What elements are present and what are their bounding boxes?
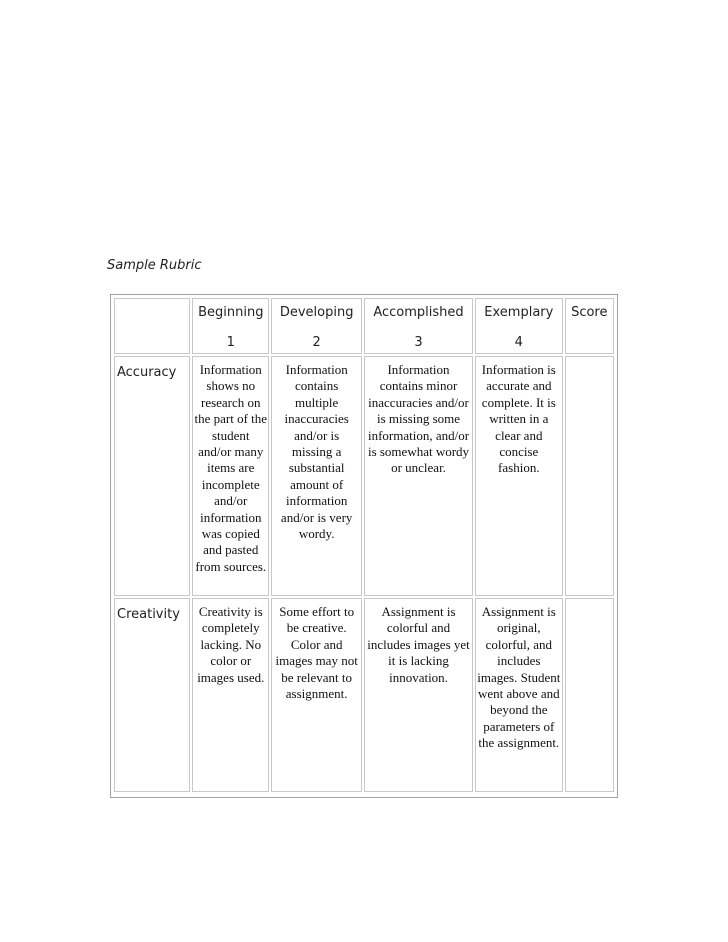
rubric-cell: Some effort to be creative. Color and images may not be relevant to assignment. — [271, 598, 362, 792]
level-header-developing: Developing 2 — [271, 298, 362, 354]
criterion-header-cell — [114, 298, 190, 354]
rubric-cell: Creativity is completely lacking. No color or images used. — [192, 598, 269, 792]
rubric-row-accuracy — [114, 356, 614, 596]
level-header-accomplished: Accomplished 3 — [364, 298, 473, 354]
rubric-cell: Information contains minor inaccuracies and/or is missing some information, and/or is somewhat wordy or unclear. — [364, 356, 473, 596]
rubric-cell: Information contains multiple inaccuracies and/or is missing a substantial amount of information and/or is very wordy. — [271, 356, 362, 596]
level-header-exemplary: Exemplary 4 — [475, 298, 563, 354]
score-cell — [565, 356, 614, 596]
score-header: Score — [565, 298, 614, 354]
rubric-table — [112, 296, 616, 794]
rubric-cell: Assignment is original, colorful, and includes images. Student went above and beyond the parameters of the assignment. — [475, 598, 563, 792]
page-heading: Sample Rubric — [107, 258, 202, 273]
rubric-cell: Assignment is colorful and includes images yet it is lacking innovation. — [364, 598, 473, 792]
header-row — [114, 298, 614, 354]
criterion-label: Accuracy — [114, 356, 190, 596]
score-cell — [565, 598, 614, 792]
rubric-cell: Information shows no research on the part of the student and/or many items are incomplete and/or information was copied and pasted from sources. — [192, 356, 269, 596]
criterion-label: Creativity — [114, 598, 190, 792]
rubric-cell: Information is accurate and complete. It is written in a clear and concise fashion. — [475, 356, 563, 596]
rubric-row-creativity — [114, 598, 614, 792]
level-header-beginning: Beginning 1 — [192, 298, 269, 354]
